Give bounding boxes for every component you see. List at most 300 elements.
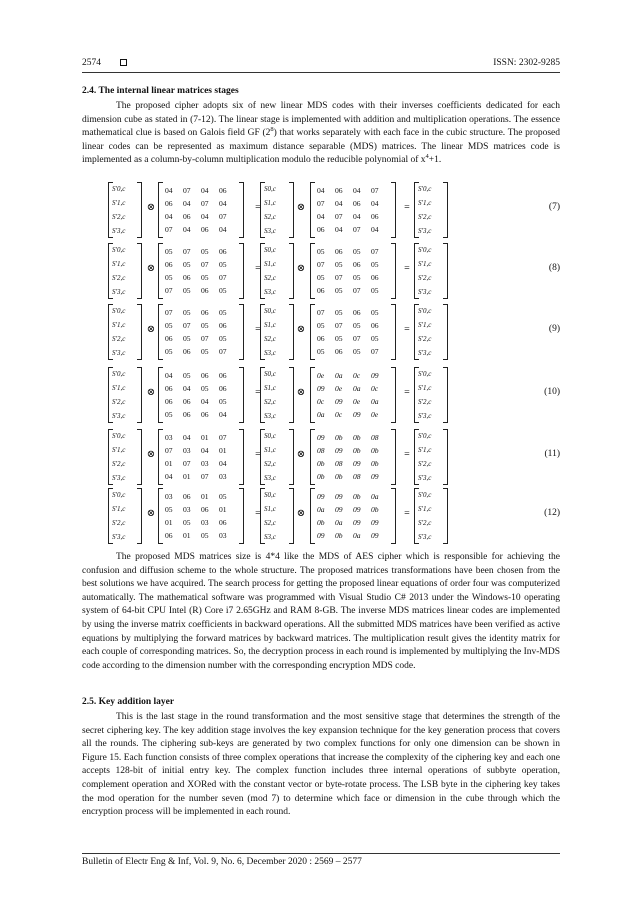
matrix-cell: 0a <box>353 531 361 540</box>
vector-entry: S'1,c <box>112 505 126 513</box>
matrix-cell: 03 <box>219 531 227 540</box>
matrix-cell: 05 <box>219 397 227 406</box>
matrix-cell: 07 <box>371 186 379 195</box>
matrix-cell: 0b <box>335 531 343 540</box>
vector-entry: S2,c <box>264 519 276 527</box>
matrix-cell: 09 <box>353 518 361 527</box>
matrix-cell: 06 <box>183 273 191 282</box>
equals-symbol: = <box>404 449 410 460</box>
matrix-cell: 0b <box>353 433 361 442</box>
matrix-cell: 09 <box>353 410 361 419</box>
matrix-cell: 0a <box>335 371 343 380</box>
matrix-cell: 06 <box>183 410 191 419</box>
matrix-cell: 07 <box>201 472 209 481</box>
matrix-cell: 01 <box>183 472 191 481</box>
equation-row <box>108 429 560 485</box>
matrix-cell: 05 <box>335 334 343 343</box>
matrix-cell: 04 <box>335 225 343 234</box>
inverse-mds-matrix <box>310 243 396 299</box>
matrix-cell: 07 <box>165 446 173 455</box>
vector-entry: S'2,c <box>418 213 432 221</box>
matrix-cell: 04 <box>371 199 379 208</box>
equation-row <box>108 488 560 544</box>
matrix-cell: 07 <box>183 321 191 330</box>
vector-entry: S3,c <box>264 533 276 541</box>
state-vector-output <box>108 243 142 299</box>
matrix-cell: 04 <box>165 472 173 481</box>
vector-entry: S2,c <box>264 460 276 468</box>
matrix-cell: 07 <box>353 286 361 295</box>
matrix-cell: 0b <box>371 459 379 468</box>
matrix-cell: 0a <box>335 518 343 527</box>
state-vector-result <box>414 488 448 544</box>
state-vector-result <box>414 243 448 299</box>
matrix-cell: 09 <box>335 492 343 501</box>
matrix-cell: 03 <box>183 505 191 514</box>
matrix-cell: 06 <box>335 186 343 195</box>
matrix-cell: 04 <box>201 212 209 221</box>
vector-entry: S'1,c <box>418 260 432 268</box>
vector-entry: S'3,c <box>418 288 432 296</box>
matrix-cell: 07 <box>317 199 325 208</box>
matrix-cell: 06 <box>165 384 173 393</box>
vector-entry: S'2,c <box>418 519 432 527</box>
vector-entry: S'2,c <box>112 398 126 406</box>
vector-entry: S'0,c <box>112 432 126 440</box>
equals-symbol: = <box>404 324 410 335</box>
matrix-cell: 05 <box>201 531 209 540</box>
otimes-symbol: ⊗ <box>146 508 156 519</box>
vector-entry: S'0,c <box>418 307 432 315</box>
matrix-cell: 06 <box>201 371 209 380</box>
section-2-4-paragraph-1: The proposed cipher adopts six of new linear MDS codes with their inverses coefficients dedicated for each dimension cube as stated in (7-12). The linear stage is implemented with addition and multiplication operations. The essence mathematical clue is based on Galois field GF $(2^8)$ that works separately with each face in the cubic structure. The proposed linear codes can be represented as maximum distance separable (MDS) matrices. The linear MDS matrices code is implemented as a column-by-column multiplication modulo the reducible polynomial of $x^4+1$. <box>82 101 561 166</box>
matrix-cell: 0b <box>317 459 325 468</box>
matrix-cell: 04 <box>165 371 173 380</box>
matrix-cell: 07 <box>317 308 325 317</box>
state-vector-input <box>260 488 294 544</box>
matrix-cell: 05 <box>183 260 191 269</box>
vector-entry: S'3,c <box>112 412 126 420</box>
inverse-mds-matrix <box>310 367 396 423</box>
vector-entry: S1,c <box>264 199 276 207</box>
otimes-symbol: ⊗ <box>296 508 306 519</box>
matrix-cell: 04 <box>201 446 209 455</box>
matrix-cell: 05 <box>219 308 227 317</box>
matrix-cell: 05 <box>201 384 209 393</box>
matrix-cell: 06 <box>219 384 227 393</box>
matrix-cell: 06 <box>183 212 191 221</box>
matrix-cell: 0a <box>371 492 379 501</box>
matrix-cell: 05 <box>183 518 191 527</box>
matrix-cell: 0b <box>317 472 325 481</box>
matrix-cell: 05 <box>353 347 361 356</box>
matrix-cell: 06 <box>371 273 379 282</box>
matrix-cell: 05 <box>165 247 173 256</box>
matrix-cell: 05 <box>165 321 173 330</box>
matrix-cell: 09 <box>371 371 379 380</box>
matrix-cell: 0a <box>317 505 325 514</box>
page-footer: Bulletin of Electr Eng & Inf, Vol. 9, No. 6, December 2020 : 2569 – 2577 <box>82 857 362 867</box>
state-vector-output <box>108 367 142 423</box>
matrix-cell: 06 <box>371 321 379 330</box>
matrix-cell: 06 <box>201 410 209 419</box>
matrix-cell: 0c <box>317 397 325 406</box>
equals-symbol: = <box>404 263 410 274</box>
matrix-cell: 05 <box>371 286 379 295</box>
section-2-4-paragraph-2: The proposed MDS matrices size is 4*4 like the MDS of AES cipher which is responsible for achieving the confusion and diffusion scheme to the whole structure. The proposed matrices transformations have been chosen from the best solutions we have acquired. The search process for getting the proposed linear equations of order four was computerized automatically. The mathematical software was programmed with Visual Studio C# 2013 under the Windows-10 operating system of 64-bit CPU Intel (R) Core i7 2.65GHz and RAM 8-GB. The inverse MDS matrices linear codes are implemented by using the inverse matrix coefficients in backward operations. All the submitted MDS matrices have been verified as active equations by multiplying the forward matrices by backward matrices. The multiplication result gives the identity matrix for each couple of corresponding matrices. So, the decryption process in each round is implemented by multiplying the Inv-MDS code according to the dimension number with the corresponding encryption MDS code. <box>82 552 560 671</box>
vector-entry: S1,c <box>264 446 276 454</box>
vector-entry: S'0,c <box>112 370 126 378</box>
otimes-symbol: ⊗ <box>296 449 306 460</box>
matrix-cell: 04 <box>183 199 191 208</box>
equals-symbol: = <box>255 449 261 460</box>
inverse-mds-matrix <box>310 304 396 360</box>
matrix-cell: 07 <box>371 347 379 356</box>
matrix-cell: 07 <box>201 260 209 269</box>
matrix-cell: 05 <box>335 286 343 295</box>
vector-entry: S'1,c <box>418 446 432 454</box>
matrix-cell: 04 <box>183 225 191 234</box>
matrix-cell: 03 <box>183 446 191 455</box>
matrix-cell: 05 <box>353 247 361 256</box>
state-vector-input <box>260 429 294 485</box>
matrix-cell: 0b <box>335 472 343 481</box>
matrix-cell: 07 <box>165 225 173 234</box>
matrix-cell: 0e <box>335 384 343 393</box>
vector-entry: S3,c <box>264 474 276 482</box>
matrix-cell: 05 <box>183 308 191 317</box>
vector-entry: S0,c <box>264 246 276 254</box>
matrix-cell: 04 <box>219 410 227 419</box>
matrix-cell: 0b <box>371 446 379 455</box>
vector-entry: S'3,c <box>112 474 126 482</box>
matrix-cell: 09 <box>353 459 361 468</box>
matrix-cell: 07 <box>335 212 343 221</box>
vector-entry: S'3,c <box>112 288 126 296</box>
state-vector-result <box>414 182 448 238</box>
matrix-cell: 06 <box>183 492 191 501</box>
matrix-cell: 09 <box>317 433 325 442</box>
equation-row <box>108 367 560 423</box>
matrix-cell: 06 <box>317 334 325 343</box>
state-vector-output <box>108 488 142 544</box>
vector-entry: S0,c <box>264 370 276 378</box>
matrix-cell: 09 <box>317 492 325 501</box>
vector-entry: S3,c <box>264 227 276 235</box>
equation-row <box>108 304 560 360</box>
matrix-cell: 01 <box>219 505 227 514</box>
matrix-cell: 05 <box>219 286 227 295</box>
state-vector-result <box>414 304 448 360</box>
matrix-cell: 05 <box>165 347 173 356</box>
matrix-cell: 05 <box>183 286 191 295</box>
matrix-cell: 04 <box>201 186 209 195</box>
mds-matrix <box>158 367 244 423</box>
matrix-cell: 05 <box>165 410 173 419</box>
matrix-cell: 06 <box>317 286 325 295</box>
matrix-cell: 05 <box>219 334 227 343</box>
vector-entry: S3,c <box>264 288 276 296</box>
matrix-cell: 0c <box>335 410 343 419</box>
equals-symbol: = <box>404 202 410 213</box>
equals-symbol: = <box>255 202 261 213</box>
state-vector-result <box>414 429 448 485</box>
otimes-symbol: ⊗ <box>146 324 156 335</box>
vector-entry: S'2,c <box>418 274 432 282</box>
matrix-cell: 06 <box>219 321 227 330</box>
mds-matrix <box>158 488 244 544</box>
vector-entry: S'0,c <box>418 491 432 499</box>
matrix-cell: 06 <box>183 397 191 406</box>
matrix-cell: 06 <box>219 186 227 195</box>
matrix-cell: 01 <box>165 518 173 527</box>
page-number: 2574 <box>82 58 101 68</box>
vector-entry: S'1,c <box>418 321 432 329</box>
matrix-cell: 0b <box>353 492 361 501</box>
matrix-cell: 03 <box>201 459 209 468</box>
matrix-cell: 0e <box>353 397 361 406</box>
matrix-cell: 06 <box>353 260 361 269</box>
state-vector-input <box>260 367 294 423</box>
matrix-cell: 01 <box>183 531 191 540</box>
matrix-cell: 09 <box>335 446 343 455</box>
matrix-cell: 09 <box>353 505 361 514</box>
vector-entry: S'2,c <box>418 335 432 343</box>
vector-entry: S0,c <box>264 491 276 499</box>
otimes-symbol: ⊗ <box>146 387 156 398</box>
vector-entry: S'2,c <box>112 274 126 282</box>
equals-symbol: = <box>404 387 410 398</box>
vector-entry: S'1,c <box>112 321 126 329</box>
matrix-cell: 05 <box>317 247 325 256</box>
matrix-cell: 09 <box>371 472 379 481</box>
equation-number: (10) <box>544 387 560 397</box>
equals-symbol: = <box>255 324 261 335</box>
vector-entry: S'0,c <box>418 185 432 193</box>
matrix-cell: 04 <box>353 186 361 195</box>
matrix-cell: 04 <box>219 199 227 208</box>
matrix-cell: 04 <box>317 186 325 195</box>
otimes-symbol: ⊗ <box>146 202 156 213</box>
matrix-cell: 04 <box>165 212 173 221</box>
matrix-cell: 01 <box>165 459 173 468</box>
vector-entry: S'2,c <box>418 398 432 406</box>
vector-entry: S'2,c <box>418 460 432 468</box>
matrix-cell: 06 <box>165 334 173 343</box>
matrix-cell: 07 <box>353 334 361 343</box>
matrix-cell: 04 <box>335 199 343 208</box>
matrix-cell: 08 <box>335 459 343 468</box>
matrix-cell: 0b <box>371 505 379 514</box>
matrix-cell: 04 <box>371 225 379 234</box>
matrix-cell: 06 <box>165 531 173 540</box>
matrix-cell: 07 <box>183 459 191 468</box>
vector-entry: S'3,c <box>112 533 126 541</box>
vector-entry: S'0,c <box>418 246 432 254</box>
vector-entry: S'2,c <box>112 519 126 527</box>
matrix-cell: 05 <box>317 273 325 282</box>
matrix-cell: 05 <box>371 308 379 317</box>
matrix-cell: 06 <box>335 347 343 356</box>
vector-entry: S'3,c <box>418 533 432 541</box>
matrix-cell: 07 <box>317 260 325 269</box>
vector-entry: S'3,c <box>418 227 432 235</box>
vector-entry: S'0,c <box>112 246 126 254</box>
matrix-cell: 07 <box>219 273 227 282</box>
matrix-cell: 05 <box>335 308 343 317</box>
square-icon <box>120 59 127 66</box>
matrix-cell: 0a <box>317 410 325 419</box>
equation-number: (12) <box>544 508 560 518</box>
matrix-cell: 07 <box>335 321 343 330</box>
matrix-cell: 01 <box>201 492 209 501</box>
otimes-symbol: ⊗ <box>296 387 306 398</box>
matrix-cell: 06 <box>219 518 227 527</box>
matrix-cell: 05 <box>183 371 191 380</box>
matrix-cell: 07 <box>219 433 227 442</box>
otimes-symbol: ⊗ <box>296 324 306 335</box>
matrix-cell: 06 <box>201 308 209 317</box>
otimes-symbol: ⊗ <box>296 263 306 274</box>
vector-entry: S2,c <box>264 398 276 406</box>
matrix-cell: 09 <box>317 384 325 393</box>
matrix-cell: 06 <box>165 199 173 208</box>
vector-entry: S'1,c <box>112 199 126 207</box>
equation-number: (11) <box>544 449 560 459</box>
matrix-cell: 09 <box>371 518 379 527</box>
state-vector-output <box>108 304 142 360</box>
mds-matrix <box>158 182 244 238</box>
vector-entry: S1,c <box>264 321 276 329</box>
state-vector-input <box>260 304 294 360</box>
matrix-cell: 06 <box>165 397 173 406</box>
matrix-cell: 03 <box>165 433 173 442</box>
matrix-cell: 07 <box>183 247 191 256</box>
matrix-cell: 04 <box>183 433 191 442</box>
matrix-cell: 04 <box>219 459 227 468</box>
vector-entry: S'2,c <box>112 335 126 343</box>
vector-entry: S'3,c <box>418 349 432 357</box>
vector-entry: S0,c <box>264 432 276 440</box>
vector-entry: S'1,c <box>112 446 126 454</box>
matrix-cell: 06 <box>201 286 209 295</box>
vector-entry: S'0,c <box>418 370 432 378</box>
header-rule <box>82 72 560 73</box>
matrix-cell: 05 <box>165 273 173 282</box>
equals-symbol: = <box>255 263 261 274</box>
mds-matrix <box>158 304 244 360</box>
matrix-cell: 05 <box>201 321 209 330</box>
vector-entry: S'1,c <box>418 505 432 513</box>
matrix-cell: 06 <box>317 225 325 234</box>
matrix-cell: 0a <box>371 397 379 406</box>
matrix-cell: 05 <box>353 321 361 330</box>
matrix-cell: 04 <box>219 225 227 234</box>
matrix-cell: 0b <box>353 446 361 455</box>
matrix-cell: 0c <box>353 371 361 380</box>
matrix-cell: 07 <box>371 247 379 256</box>
matrix-cell: 09 <box>317 531 325 540</box>
vector-entry: S3,c <box>264 412 276 420</box>
matrix-cell: 05 <box>317 347 325 356</box>
vector-entry: S'1,c <box>418 199 432 207</box>
matrix-cell: 05 <box>371 334 379 343</box>
matrix-cell: 06 <box>183 347 191 356</box>
equals-symbol: = <box>255 387 261 398</box>
mds-matrix <box>158 243 244 299</box>
vector-entry: S1,c <box>264 384 276 392</box>
matrix-cell: 0b <box>317 518 325 527</box>
inverse-mds-matrix <box>310 182 396 238</box>
section-2-5-paragraph: This is the last stage in the round transformation and the most sensitive stage that determines the strength of the secret ciphering key. The key addition stage involves the key expansion technique for the key generation process that covers all the rounds. The ciphering sub-keys are generated by two complex functions for only one dimension can be shown in Figure 15. Each function consists of three complex operations that increase the complexity of the ciphering key and each one accepts 128-bit of initial entry key. The complex function includes three internal operations of subbyte operation, complement operation and XORed with the constant vector or byte-rotate process. The LSB byte in the ciphering key takes the mod operation for the number seven (mod 7) to determine which face or dimension in the cube through which the encryption process will be implemented in each round. <box>82 712 560 818</box>
matrix-cell: 03 <box>219 472 227 481</box>
matrix-cell: 04 <box>353 212 361 221</box>
vector-entry: S'3,c <box>418 412 432 420</box>
matrix-cell: 07 <box>165 308 173 317</box>
matrix-cell: 05 <box>219 260 227 269</box>
matrix-cell: 08 <box>317 446 325 455</box>
matrix-cell: 07 <box>353 225 361 234</box>
vector-entry: S'3,c <box>112 349 126 357</box>
matrix-cell: 08 <box>353 472 361 481</box>
matrix-cell: 0a <box>353 384 361 393</box>
matrix-cell: 0b <box>335 433 343 442</box>
vector-entry: S'0,c <box>112 185 126 193</box>
matrix-cell: 05 <box>335 260 343 269</box>
equation-row <box>108 243 560 299</box>
issn-label: ISSN: 2302-9285 <box>493 58 560 68</box>
section-heading-2-4: 2.4. The internal linear matrices stages <box>82 86 239 96</box>
state-vector-input <box>260 243 294 299</box>
matrix-cell: 04 <box>183 384 191 393</box>
matrix-cell: 05 <box>219 492 227 501</box>
matrix-cell: 05 <box>183 334 191 343</box>
equation-row <box>108 182 560 238</box>
vector-entry: S'1,c <box>418 384 432 392</box>
matrix-cell: 03 <box>165 492 173 501</box>
state-vector-output <box>108 429 142 485</box>
matrix-cell: 06 <box>371 212 379 221</box>
matrix-cell: 06 <box>353 199 361 208</box>
vector-entry: S'2,c <box>112 460 126 468</box>
vector-entry: S'3,c <box>112 227 126 235</box>
matrix-cell: 07 <box>219 212 227 221</box>
matrix-cell: 05 <box>201 247 209 256</box>
matrix-cell: 07 <box>183 186 191 195</box>
matrix-cell: 06 <box>201 505 209 514</box>
matrix-cell: 07 <box>335 273 343 282</box>
matrix-cell: 05 <box>371 260 379 269</box>
matrix-cell: 05 <box>353 273 361 282</box>
matrix-cell: 06 <box>219 371 227 380</box>
matrix-cell: 07 <box>201 199 209 208</box>
matrix-cell: 06 <box>165 260 173 269</box>
equals-symbol: = <box>404 508 410 519</box>
vector-entry: S'1,c <box>112 384 126 392</box>
matrix-cell: 04 <box>201 397 209 406</box>
mds-matrix <box>158 429 244 485</box>
equation-number: (8) <box>548 263 560 273</box>
state-vector-input <box>260 182 294 238</box>
matrix-cell: 04 <box>317 212 325 221</box>
matrix-cell: 07 <box>165 286 173 295</box>
equation-number: (7) <box>548 202 560 212</box>
matrix-cell: 0e <box>371 410 379 419</box>
equals-symbol: = <box>255 508 261 519</box>
matrix-cell: 06 <box>219 247 227 256</box>
matrix-cell: 0e <box>317 371 325 380</box>
matrix-cell: 05 <box>165 505 173 514</box>
